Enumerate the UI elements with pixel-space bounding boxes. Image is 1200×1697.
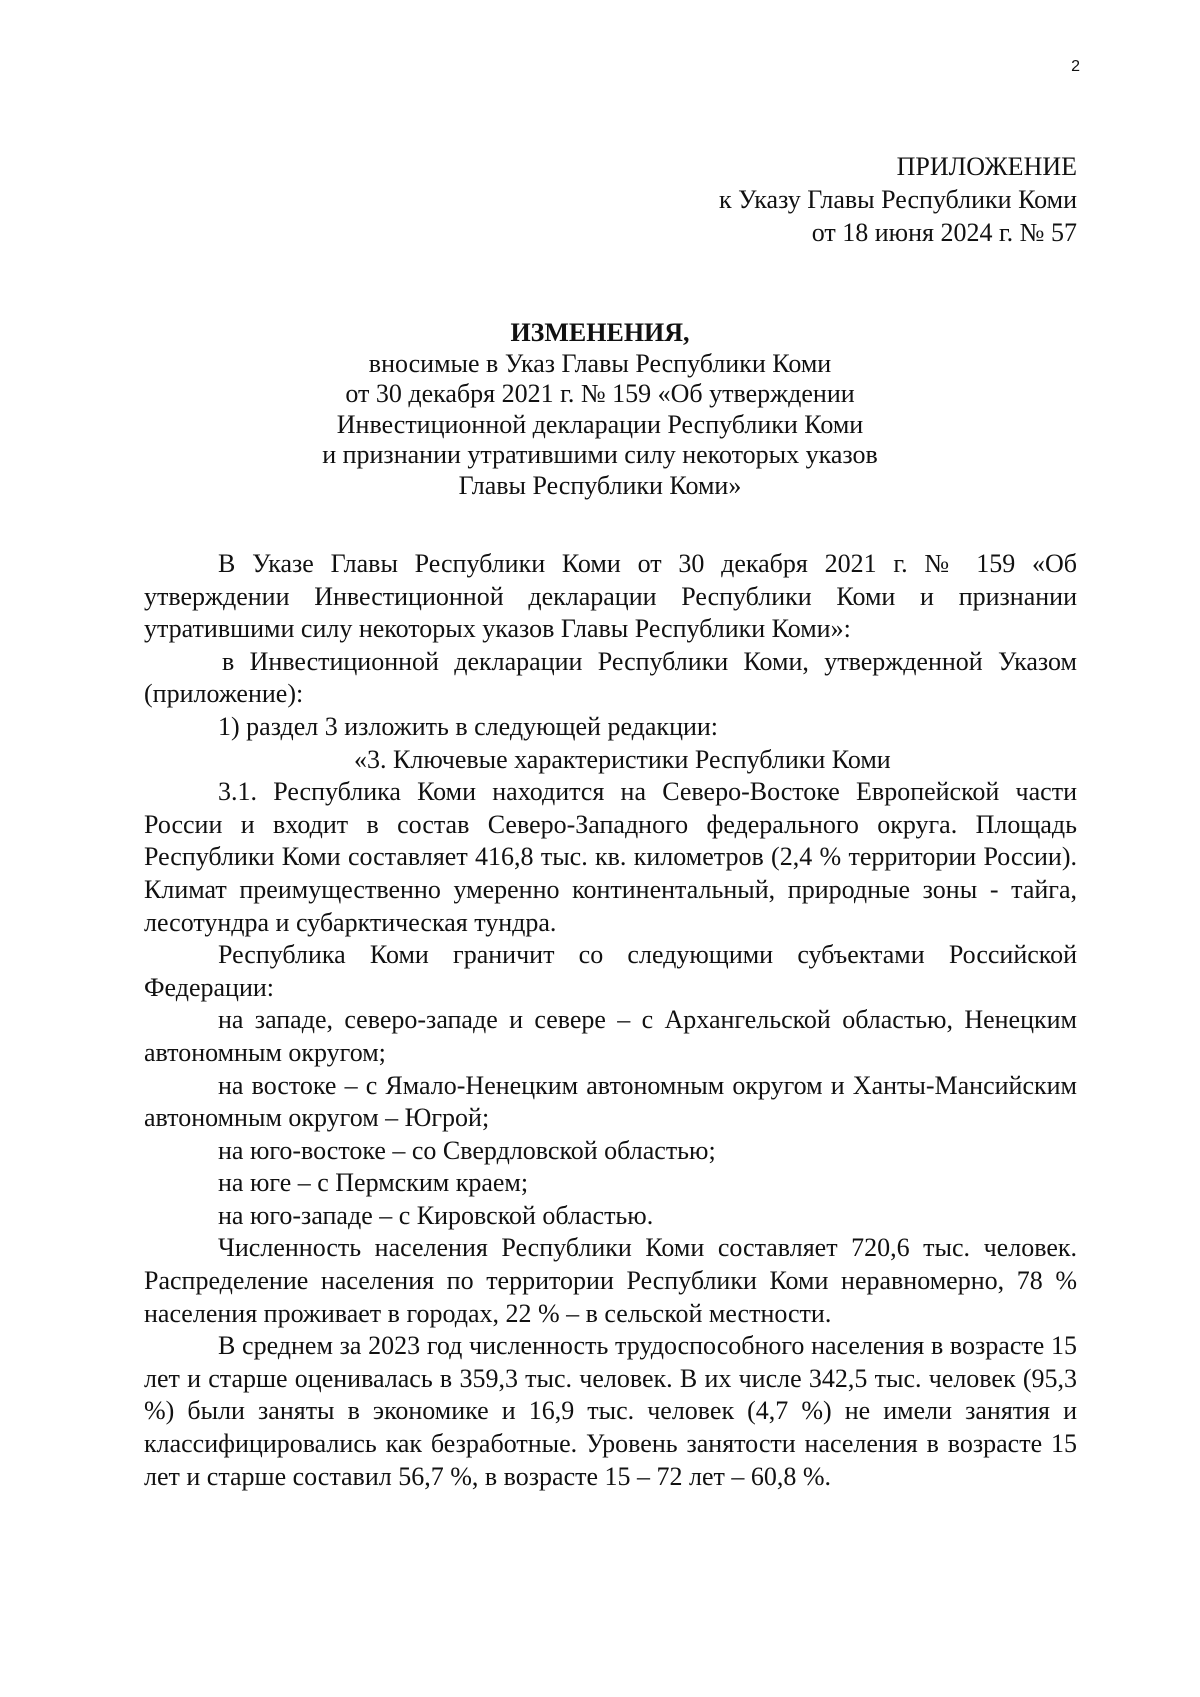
paragraph: в Инвестиционной декларации Республики Коми, утвержденной Указом (приложение): (144, 646, 1077, 709)
paragraph: 1) раздел 3 изложить в следующей редакции: (218, 711, 719, 741)
paragraph: В среднем за 2023 год численность трудоспособного населения в возрасте 15 лет и старше оценивалась в 359,3 тыс. человек. В их числе 342,5 тыс. человек (95,3 %) были заняты в экономике и 16,9 тыс. человек (4,7 %) не имели занятия и классифицировались как безработные. Уровень занятости населения в возрасте 15 лет и старше составил 56,7 %, в возрасте 15 – 72 лет – 60,8 %. (144, 1331, 1077, 1491)
heading-line-3: Инвестиционной декларации Республики Коми (336, 409, 864, 439)
appendix-decree-ref: к Указу Главы Республики Коми (719, 185, 1077, 214)
section-heading: «3. Ключевые характеристики Республики Коми (354, 744, 891, 774)
appendix-title: ПРИЛОЖЕНИЕ (896, 152, 1077, 181)
appendix-block (719, 150, 1077, 249)
heading-line-1: вносимые в Указ Главы Республики Коми (368, 348, 832, 378)
paragraph: 3.1. Республика Коми находится на Северо-Востоке Европейской части России и входит в состав Северо-Западного федерального округа. Площадь Республики Коми составляет 416,8 тыс. кв. километров (2,4 % территории России). Климат преимущественно умеренно континентальный, природные зоны - тайга, лесотундра и субарктическая тундра. (144, 777, 1077, 937)
list-item: на западе, северо-западе и севере – с Архангельской областью, Ненецким автономным округом; (144, 1005, 1077, 1067)
list-item: на юго-востоке – со Свердловской областью; (218, 1135, 716, 1165)
page-number: 2 (1071, 58, 1080, 75)
heading-line-5: Главы Республики Коми» (458, 470, 742, 500)
heading-line-4: и признании утратившими силу некоторых указов (322, 440, 878, 469)
list-item: на юге – с Пермским краем; (218, 1168, 529, 1198)
list-item: на востоке – с Ямало-Ненецким автономным округом и Ханты-Мансийским автономным округом – Югрой; (144, 1070, 1077, 1133)
heading-line-2: от 30 декабря 2021 г. № 159 «Об утверждении (345, 379, 855, 408)
paragraph: Республика Коми граничит со следующими субъектами Российской Федерации: (144, 940, 1077, 1002)
document-title: ИЗМЕНЕНИЯ, (510, 318, 690, 347)
paragraph: Численность населения Республики Коми составляет 720,6 тыс. человек. Распределение населения по территории Республики Коми неравномерно, 78 % населения проживает в городах, 22 % – в сельской местности. (144, 1233, 1077, 1328)
document-heading (0, 318, 1200, 501)
appendix-date: от 18 июня 2024 г. № 57 (811, 218, 1077, 247)
paragraph: В Указе Главы Республики Коми от 30 декабря 2021 г. № 159 «Об утверждении Инвестиционной декларации Республики Коми и признании утратившими силу некоторых указов Главы Республики Коми»: (144, 549, 1077, 644)
list-item: на юго-западе – с Кировской областью. (218, 1200, 654, 1230)
document-body (144, 548, 1077, 1493)
